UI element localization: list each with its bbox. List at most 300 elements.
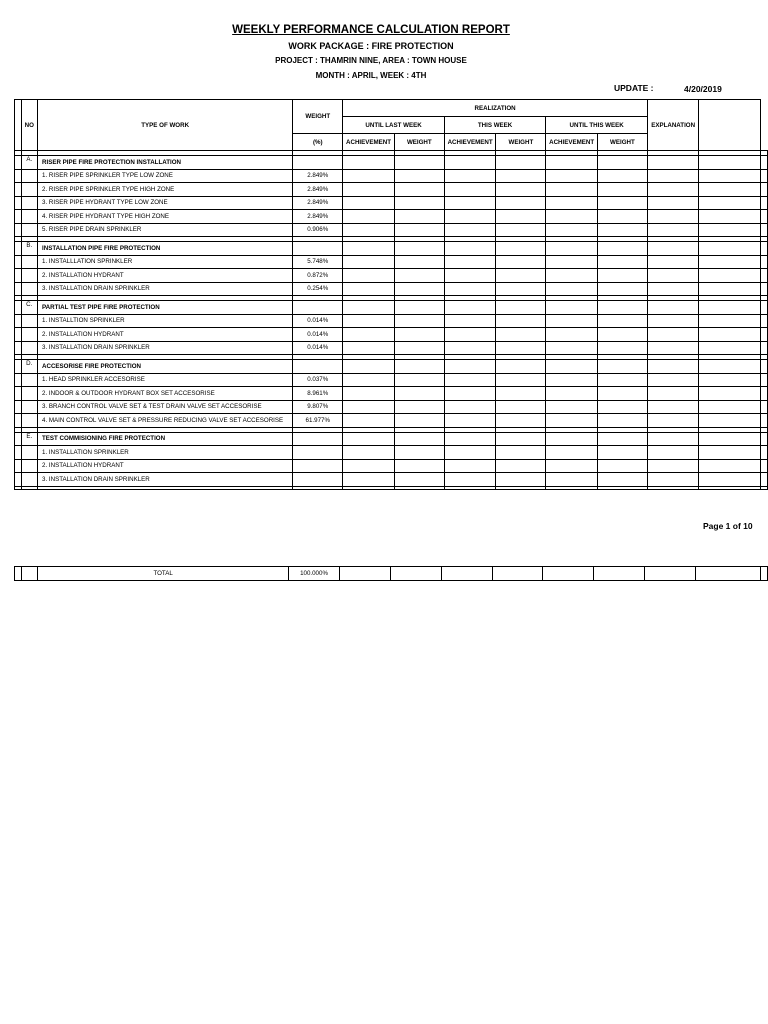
section-row: [15, 242, 768, 256]
section-no: A.: [21, 156, 37, 170]
empty-cell: [597, 196, 647, 210]
section-title: RISER PIPE FIRE PROTECTION INSTALLATION: [38, 156, 293, 170]
empty-cell: [21, 196, 37, 210]
section-title: INSTALLATION PIPE FIRE PROTECTION: [38, 242, 293, 256]
empty-cell: [761, 486, 768, 489]
empty-cell: [647, 459, 698, 473]
empty-cell: [21, 223, 37, 237]
empty-cell: [444, 301, 496, 315]
empty-cell: [546, 373, 598, 387]
item-name: 1. INSTALLTION SPRINKLER: [38, 314, 293, 328]
empty-cell: [21, 210, 37, 224]
empty-cell: [647, 210, 698, 224]
empty-cell: [699, 223, 761, 237]
empty-cell: [597, 255, 647, 269]
section-row: [15, 432, 768, 446]
empty-cell: [394, 301, 444, 315]
item-weight: 5.748%: [293, 255, 343, 269]
empty-cell: [546, 314, 598, 328]
empty-cell: [699, 301, 761, 315]
item-weight: 0.872%: [293, 269, 343, 283]
empty-cell: [343, 242, 395, 256]
col-until-last-week: UNTIL LAST WEEK: [343, 117, 445, 134]
empty-cell: [597, 301, 647, 315]
item-name: 1. INSTALLATION SPRINKLER: [38, 446, 293, 460]
empty-cell: [597, 183, 647, 197]
empty-cell: [597, 341, 647, 355]
item-name: 3. INSTALLATION DRAIN SPRINKLER: [38, 473, 293, 487]
empty-cell: [699, 314, 761, 328]
empty-cell: [761, 269, 768, 283]
total-weight: 100.000%: [288, 567, 339, 581]
empty-cell: [394, 459, 444, 473]
empty-cell: [699, 341, 761, 355]
empty-cell: [597, 459, 647, 473]
empty-cell: [761, 301, 768, 315]
empty-cell: [546, 301, 598, 315]
item-weight: [293, 459, 343, 473]
empty-cell: [343, 446, 395, 460]
empty-cell: [699, 373, 761, 387]
empty-cell: [394, 242, 444, 256]
empty-cell: [21, 314, 37, 328]
table-row: [15, 473, 768, 487]
empty-cell: [496, 223, 546, 237]
empty-cell: [699, 328, 761, 342]
empty-cell: [21, 255, 37, 269]
table-row: [15, 282, 768, 296]
empty-cell: [761, 156, 768, 170]
project-line: PROJECT : THAMRIN NINE, AREA : TOWN HOUSE: [275, 56, 467, 65]
empty-cell: [343, 156, 395, 170]
empty-cell: [496, 255, 546, 269]
item-name: 5. RISER PIPE DRAIN SPRINKLER: [38, 223, 293, 237]
empty-cell: [761, 473, 768, 487]
empty-cell: [761, 242, 768, 256]
item-name: 2. INDOOR & OUTDOOR HYDRANT BOX SET ACCESORISE: [38, 387, 293, 401]
item-weight: 0.014%: [293, 314, 343, 328]
empty-cell: [699, 156, 761, 170]
empty-cell: [761, 414, 768, 428]
empty-cell: [343, 282, 395, 296]
empty-cell: [546, 459, 598, 473]
empty-cell: [343, 169, 395, 183]
section-row: [15, 360, 768, 374]
empty-cell: [761, 169, 768, 183]
empty-cell: [699, 387, 761, 401]
col-weight-unit: (%): [293, 134, 343, 151]
item-name: 4. RISER PIPE HYDRANT TYPE HIGH ZONE: [38, 210, 293, 224]
empty-cell: [647, 360, 698, 374]
empty-cell: [444, 269, 496, 283]
empty-cell: [394, 400, 444, 414]
month-line: MONTH : APRIL, WEEK : 4TH: [315, 71, 427, 80]
empty-cell: [546, 269, 598, 283]
empty-cell: [699, 486, 761, 489]
empty-cell: [597, 360, 647, 374]
empty-cell: [546, 473, 598, 487]
item-weight: 2.849%: [293, 169, 343, 183]
empty-cell: [444, 169, 496, 183]
empty-cell: [546, 486, 598, 489]
empty-cell: [394, 210, 444, 224]
empty-cell: [394, 432, 444, 446]
empty-cell: [496, 196, 546, 210]
item-weight: 0.014%: [293, 341, 343, 355]
page-number: Page 1 of 10: [703, 521, 753, 531]
section-no: C.: [21, 301, 37, 315]
empty-cell: [394, 223, 444, 237]
empty-cell: [597, 414, 647, 428]
empty-cell: [761, 432, 768, 446]
empty-cell: [699, 446, 761, 460]
empty-cell: [597, 432, 647, 446]
empty-cell: [546, 223, 598, 237]
empty-cell: [761, 387, 768, 401]
empty-cell: [343, 387, 395, 401]
empty-cell: [343, 301, 395, 315]
total-label: TOTAL: [38, 567, 288, 581]
table-row: [15, 414, 768, 428]
empty-cell: [496, 486, 546, 489]
empty-cell: [343, 196, 395, 210]
empty-cell: [21, 473, 37, 487]
empty-cell: [699, 242, 761, 256]
empty-cell: [597, 210, 647, 224]
empty-cell: [597, 282, 647, 296]
empty-cell: [647, 269, 698, 283]
empty-cell: [293, 486, 343, 489]
empty-cell: [21, 169, 37, 183]
empty-cell: [21, 400, 37, 414]
empty-cell: [496, 183, 546, 197]
empty-cell: [496, 446, 546, 460]
table-row: [15, 459, 768, 473]
empty-cell: [761, 459, 768, 473]
empty-cell: [699, 400, 761, 414]
empty-cell: [597, 314, 647, 328]
empty-cell: [546, 210, 598, 224]
empty-cell: [496, 301, 546, 315]
empty-cell: [394, 314, 444, 328]
empty-cell: [444, 314, 496, 328]
item-name: 4. MAIN CONTROL VALVE SET & PRESSURE REDUCING VALVE SET ACCESORISE: [38, 414, 293, 428]
empty-cell: [647, 314, 698, 328]
empty-cell: [496, 210, 546, 224]
item-weight: 0.254%: [293, 282, 343, 296]
empty-cell: [699, 414, 761, 428]
empty-cell: [597, 328, 647, 342]
empty-cell: [444, 255, 496, 269]
empty-cell: [647, 400, 698, 414]
right-margin-cell: [699, 100, 761, 151]
empty-cell: [496, 269, 546, 283]
item-weight: [293, 473, 343, 487]
section-title: TEST COMMISIONING FIRE PROTECTION: [38, 432, 293, 446]
empty-cell: [21, 387, 37, 401]
empty-cell: [546, 360, 598, 374]
empty-cell: [343, 269, 395, 283]
item-name: 1. HEAD SPRINKLER ACCESORISE: [38, 373, 293, 387]
update-date: 4/20/2019: [684, 84, 722, 94]
empty-cell: [761, 282, 768, 296]
item-weight: 0.906%: [293, 223, 343, 237]
empty-cell: [761, 328, 768, 342]
empty-cell: [597, 169, 647, 183]
empty-cell: [444, 196, 496, 210]
table-row: [15, 223, 768, 237]
empty-cell: [444, 242, 496, 256]
empty-cell: [546, 328, 598, 342]
empty-cell: [597, 242, 647, 256]
empty-cell: [699, 210, 761, 224]
empty-cell: [21, 341, 37, 355]
empty-cell: [496, 400, 546, 414]
empty-cell: [546, 400, 598, 414]
item-weight: 0.014%: [293, 328, 343, 342]
empty-cell: [546, 255, 598, 269]
empty-cell: [293, 432, 343, 446]
empty-cell: [761, 314, 768, 328]
empty-cell: [761, 446, 768, 460]
empty-cell: [699, 269, 761, 283]
section-title: ACCESORISE FIRE PROTECTION: [38, 360, 293, 374]
empty-cell: [699, 169, 761, 183]
empty-cell: [21, 328, 37, 342]
col-until-this-week: UNTIL THIS WEEK: [546, 117, 648, 134]
empty-cell: [761, 373, 768, 387]
col-weight-sub: WEIGHT: [597, 134, 647, 151]
section-row: [15, 156, 768, 170]
empty-cell: [647, 156, 698, 170]
empty-cell: [444, 360, 496, 374]
empty-cell: [647, 473, 698, 487]
item-name: 3. RISER PIPE HYDRANT TYPE LOW ZONE: [38, 196, 293, 210]
empty-cell: [647, 341, 698, 355]
empty-cell: [21, 459, 37, 473]
empty-cell: [496, 387, 546, 401]
item-name: 3. BRANCH CONTROL VALVE SET & TEST DRAIN VALVE SET ACCESORISE: [38, 400, 293, 414]
empty-cell: [761, 360, 768, 374]
empty-cell: [343, 328, 395, 342]
empty-cell: [597, 387, 647, 401]
update-label: UPDATE :: [614, 83, 654, 93]
col-weight-sub: WEIGHT: [394, 134, 444, 151]
empty-cell: [699, 432, 761, 446]
item-weight: 9.807%: [293, 400, 343, 414]
empty-cell: [546, 242, 598, 256]
empty-cell: [647, 255, 698, 269]
empty-cell: [394, 282, 444, 296]
empty-cell: [343, 459, 395, 473]
table-row: [15, 169, 768, 183]
empty-cell: [647, 282, 698, 296]
empty-cell: [394, 341, 444, 355]
empty-cell: [444, 223, 496, 237]
empty-cell: [343, 414, 395, 428]
empty-cell: [647, 301, 698, 315]
section-no: B.: [21, 242, 37, 256]
empty-cell: [546, 414, 598, 428]
col-weight: WEIGHT: [293, 100, 343, 134]
empty-cell: [394, 255, 444, 269]
table-row: [15, 196, 768, 210]
empty-cell: [293, 242, 343, 256]
empty-cell: [444, 341, 496, 355]
empty-cell: [546, 196, 598, 210]
empty-cell: [394, 269, 444, 283]
col-achievement: ACHIEVEMENT: [546, 134, 598, 151]
empty-cell: [21, 446, 37, 460]
empty-cell: [546, 156, 598, 170]
item-name: 3. INSTALLATION DRAIN SPRINKLER: [38, 282, 293, 296]
item-weight: 61.977%: [293, 414, 343, 428]
col-realization: REALIZATION: [343, 100, 648, 117]
empty-cell: [496, 432, 546, 446]
empty-cell: [444, 387, 496, 401]
empty-cell: [699, 282, 761, 296]
empty-cell: [647, 223, 698, 237]
empty-cell: [546, 446, 598, 460]
empty-cell: [699, 360, 761, 374]
empty-cell: [699, 473, 761, 487]
item-name: 1. INSTALLLATION SPRINKLER: [38, 255, 293, 269]
empty-cell: [394, 486, 444, 489]
empty-cell: [761, 341, 768, 355]
empty-cell: [699, 459, 761, 473]
empty-cell: [394, 183, 444, 197]
empty-cell: [343, 255, 395, 269]
col-explanation: EXPLANATION: [647, 100, 698, 151]
col-achievement: ACHIEVEMENT: [444, 134, 496, 151]
empty-cell: [293, 156, 343, 170]
empty-cell: [597, 156, 647, 170]
empty-cell: [597, 446, 647, 460]
performance-table: [14, 99, 768, 490]
empty-cell: [444, 373, 496, 387]
empty-cell: [496, 156, 546, 170]
col-achievement: ACHIEVEMENT: [343, 134, 395, 151]
empty-cell: [444, 432, 496, 446]
empty-cell: [597, 400, 647, 414]
empty-cell: [343, 223, 395, 237]
empty-cell: [343, 400, 395, 414]
empty-cell: [343, 486, 395, 489]
empty-cell: [343, 473, 395, 487]
total-table: [14, 566, 768, 581]
empty-cell: [444, 459, 496, 473]
empty-cell: [444, 400, 496, 414]
empty-cell: [444, 486, 496, 489]
empty-cell: [496, 341, 546, 355]
empty-cell: [496, 473, 546, 487]
empty-cell: [444, 156, 496, 170]
col-weight-sub: WEIGHT: [496, 134, 546, 151]
item-weight: 2.849%: [293, 210, 343, 224]
table-row: [15, 210, 768, 224]
empty-cell: [343, 341, 395, 355]
empty-cell: [761, 210, 768, 224]
table-row: [15, 269, 768, 283]
empty-cell: [699, 183, 761, 197]
item-weight: 0.037%: [293, 373, 343, 387]
empty-cell: [21, 282, 37, 296]
empty-cell: [647, 414, 698, 428]
empty-cell: [647, 387, 698, 401]
item-weight: 8.961%: [293, 387, 343, 401]
empty-cell: [647, 486, 698, 489]
empty-cell: [496, 414, 546, 428]
empty-cell: [444, 183, 496, 197]
empty-cell: [546, 387, 598, 401]
empty-cell: [597, 473, 647, 487]
empty-cell: [394, 414, 444, 428]
table-row: [15, 183, 768, 197]
empty-cell: [293, 360, 343, 374]
col-no: NO: [21, 100, 37, 151]
table-row: [15, 387, 768, 401]
empty-cell: [38, 486, 293, 489]
empty-cell: [761, 183, 768, 197]
empty-cell: [496, 314, 546, 328]
section-title: PARTIAL TEST PIPE FIRE PROTECTION: [38, 301, 293, 315]
empty-cell: [647, 242, 698, 256]
empty-cell: [394, 387, 444, 401]
empty-cell: [761, 223, 768, 237]
empty-cell: [444, 282, 496, 296]
empty-cell: [394, 473, 444, 487]
empty-cell: [597, 486, 647, 489]
col-this-week: THIS WEEK: [444, 117, 546, 134]
empty-cell: [647, 446, 698, 460]
item-weight: 2.849%: [293, 196, 343, 210]
empty-cell: [647, 183, 698, 197]
empty-cell: [21, 486, 37, 489]
empty-cell: [546, 341, 598, 355]
report-title: WEEKLY PERFORMANCE CALCULATION REPORT: [232, 24, 510, 36]
empty-cell: [394, 373, 444, 387]
empty-cell: [647, 432, 698, 446]
table-row: [15, 373, 768, 387]
empty-cell: [343, 432, 395, 446]
empty-cell: [496, 360, 546, 374]
empty-cell: [444, 473, 496, 487]
empty-cell: [546, 282, 598, 296]
empty-cell: [496, 328, 546, 342]
work-package: WORK PACKAGE : FIRE PROTECTION: [288, 41, 454, 51]
empty-cell: [343, 373, 395, 387]
table-row: [15, 255, 768, 269]
empty-cell: [343, 314, 395, 328]
empty-cell: [394, 156, 444, 170]
item-name: 3. INSTALLATION DRAIN SPRINKLER: [38, 341, 293, 355]
item-name: 2. INSTALLATION HYDRANT: [38, 459, 293, 473]
spacer-row: [15, 486, 768, 489]
empty-cell: [546, 169, 598, 183]
empty-cell: [647, 169, 698, 183]
empty-cell: [444, 414, 496, 428]
empty-cell: [444, 328, 496, 342]
empty-cell: [761, 196, 768, 210]
item-name: 2. INSTALLATION HYDRANT: [38, 328, 293, 342]
item-name: 2. RISER PIPE SPRINKLER TYPE HIGH ZONE: [38, 183, 293, 197]
empty-cell: [343, 210, 395, 224]
empty-cell: [496, 169, 546, 183]
empty-cell: [597, 269, 647, 283]
empty-cell: [699, 196, 761, 210]
item-weight: 2.849%: [293, 183, 343, 197]
table-row: [15, 314, 768, 328]
